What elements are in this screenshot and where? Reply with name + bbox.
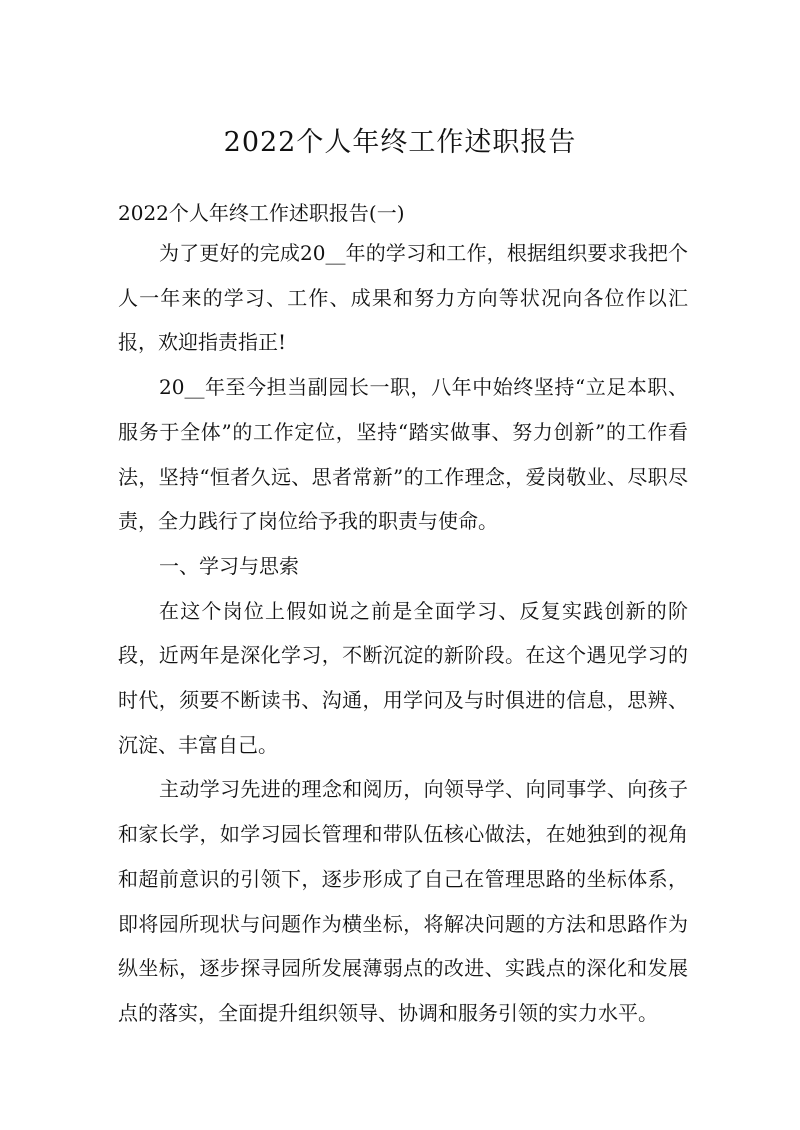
document-subtitle: 2022个人年终工作述职报告(一) [118,201,405,225]
document-body [118,231,688,1036]
paragraph-active-learning: 主动学习先进的理念和阅历，向领导学、向同事学、向孩子和家长学，如学习园长管理和带队伍核心做法，在她独到的视角和超前意识的引领下，逐步形成了自己在管理思路的坐标体系，即将园所现状与问题作为横坐标，将解决问题的方法和思路作为纵坐标，逐步探寻园所发展薄弱点的改进、实践点的深化和发展点的落实，全面提升组织领导、协调和服务引领的实力水平。 [118,777,688,1025]
paragraph-position: 20__年至今担当副园长一职，八年中始终坚持“立足本职、服务于全体”的工作定位，坚持“踏实做事、努力创新”的工作看法，坚持“恒者久远、思者常新”的工作理念，爱岗敬业、尽职尽责，全力践行了岗位给予我的职责与使命。 [118,375,688,534]
document-title: 2022个人年终工作述职报告 [223,127,577,158]
paragraph-learning-stage: 在这个岗位上假如说之前是全面学习、反复实践创新的阶段，近两年是深化学习，不断沉淀的新阶段。在这个遇见学习的时代，须要不断读书、沟通，用学问及与时俱进的信息，思辨、沉淀、丰富自己。 [118,598,688,757]
section-heading: 一、学习与思索 [159,553,299,578]
paragraph-intro: 为了更好的完成20__年的学习和工作，根据组织要求我把个人一年来的学习、工作、成果和努力方向等状况向各位作以汇报，欢迎指责指正! [118,241,688,355]
